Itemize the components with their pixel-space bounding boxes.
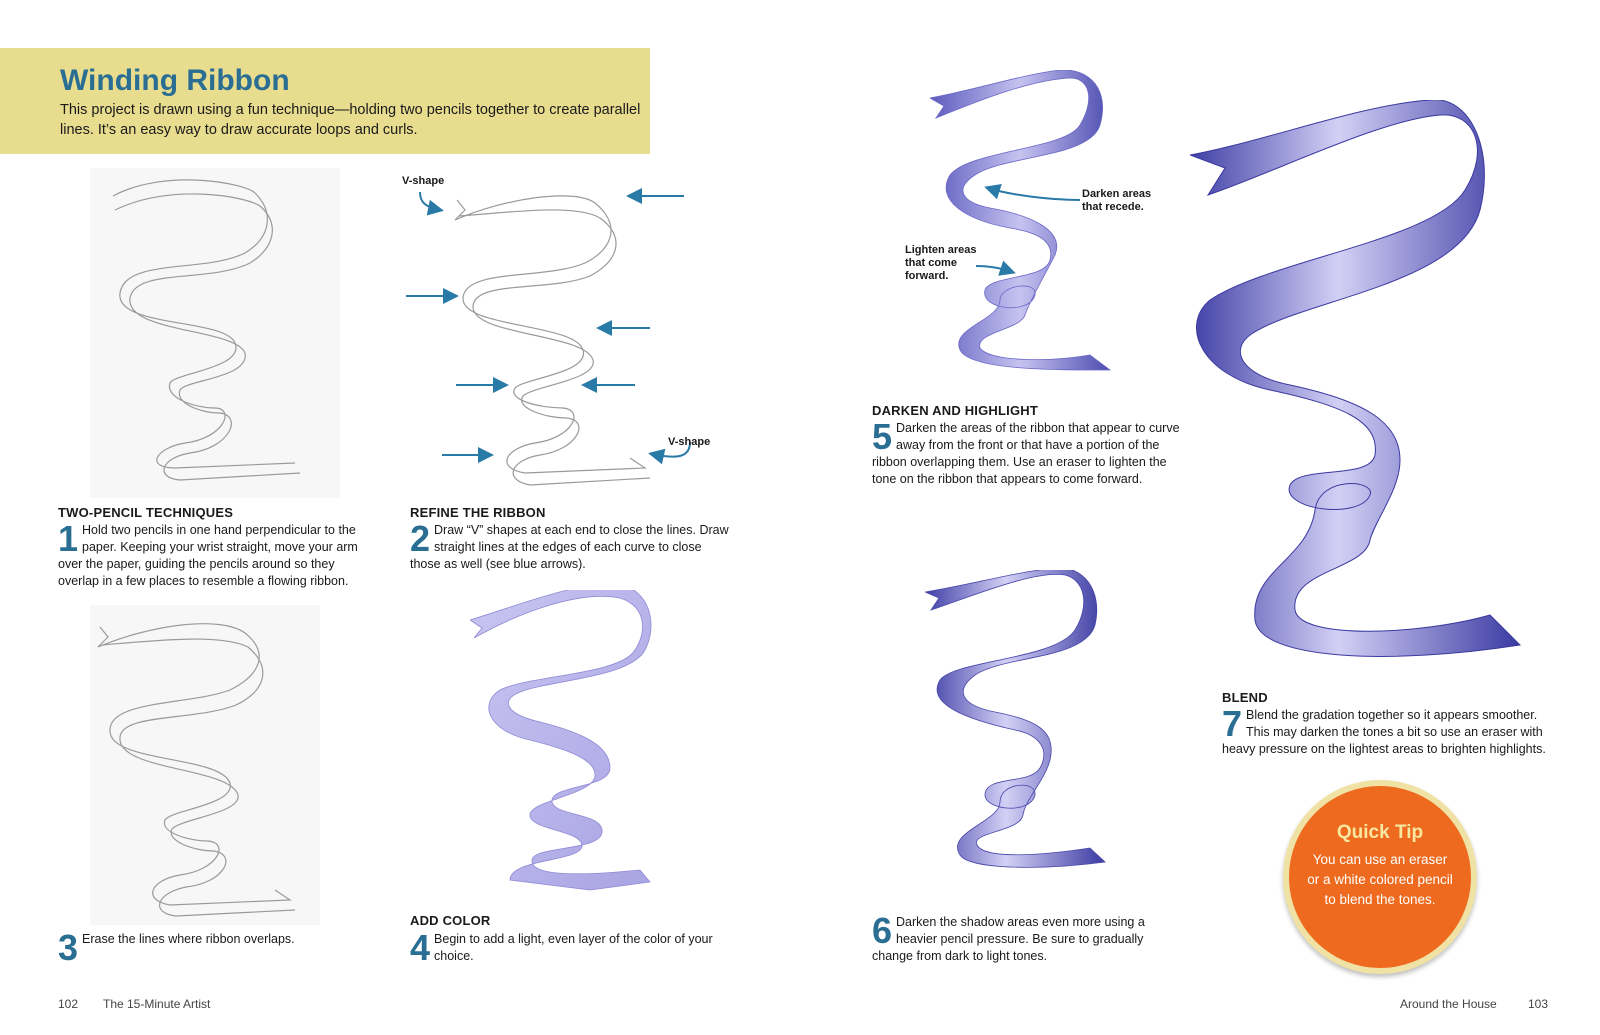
left-running-title: The 15-Minute Artist xyxy=(103,997,211,1011)
lighten-callout: Lighten areas that come forward. xyxy=(905,244,977,282)
quick-tip-badge xyxy=(1283,780,1477,974)
step1-heading: TWO-PENCIL TECHNIQUES xyxy=(58,505,234,520)
darken-arrow-icon xyxy=(988,188,1080,200)
step1-sketch-illustration xyxy=(85,168,345,498)
step7-heading: BLEND xyxy=(1222,690,1268,705)
darken-callout: Darken areas that recede. xyxy=(1082,188,1152,213)
step2-text xyxy=(410,518,730,573)
step3-cleaned-sketch-illustration xyxy=(90,605,320,925)
step4-light-color-ribbon-illustration xyxy=(470,590,670,910)
page-title: Winding Ribbon xyxy=(60,64,290,97)
step1-text xyxy=(58,518,378,590)
v-shape-callout-top: V-shape xyxy=(402,175,445,187)
step3-number: 3 xyxy=(58,927,79,968)
step3-body: Erase the lines where ribbon overlaps. xyxy=(82,932,295,946)
left-page-number: 102 xyxy=(58,997,79,1011)
step7-number: 7 xyxy=(1222,703,1243,744)
step4-text xyxy=(410,927,720,968)
quick-tip-text: You can use an eraser or a white colored pencil to blend the tones. xyxy=(1307,852,1453,907)
step4-number: 4 xyxy=(410,927,431,968)
step6-body: Darken the shadow areas even more using a heavier pencil pressure. Be sure to gradually change from dark to light tones. xyxy=(872,915,1145,963)
step3-text xyxy=(58,927,378,968)
step7-text xyxy=(1222,703,1547,758)
step5-callout-arrows xyxy=(970,180,1090,280)
v-shape-arrow-icon xyxy=(420,192,440,210)
step2-heading: REFINE THE RIBBON xyxy=(410,505,546,520)
step2-arrows xyxy=(400,180,700,480)
step2-number: 2 xyxy=(410,518,431,559)
step2-body: Draw “V” shapes at each end to close the lines. Draw straight lines at the edges of each curve to close those as well (see blue arrows). xyxy=(410,523,729,571)
step6-shaded-ribbon-illustration xyxy=(925,570,1125,890)
step4-heading: ADD COLOR xyxy=(410,913,491,928)
intro-text: This project is drawn using a fun technique—holding two pencils together to create parallel lines. It’s an easy way to draw accurate loops and curls. xyxy=(60,102,641,138)
right-running-title: Around the House xyxy=(1400,997,1497,1011)
step6-number: 6 xyxy=(872,910,893,951)
right-page-number: 103 xyxy=(1528,997,1549,1011)
step1-number: 1 xyxy=(58,518,79,559)
step1-body: Hold two pencils in one hand perpendicular to the paper. Keeping your wrist straight, move your arm over the paper, guiding the pencils around so they overlap in a few places to resemble a flowing ribbon. xyxy=(58,523,358,588)
quick-tip-title: Quick Tip xyxy=(1336,822,1424,843)
step4-body: Begin to add a light, even layer of the color of your choice. xyxy=(434,932,713,963)
step7-blended-ribbon-illustration xyxy=(1190,100,1550,680)
step6-text xyxy=(872,910,1182,965)
step5-heading: DARKEN AND HIGHLIGHT xyxy=(872,403,1039,418)
step5-text xyxy=(872,416,1192,488)
step5-number: 5 xyxy=(872,416,893,457)
step7-body: Blend the gradation together so it appears smoother. This may darken the tones a bit so use an eraser with heavy pressure on the lightest areas to brighten highlights. xyxy=(1222,708,1546,756)
v-shape-callout-bottom: V-shape xyxy=(668,436,711,448)
step5-body: Darken the areas of the ribbon that appear to curve away from the front or that have a portion of the ribbon overlapping them. Use an eraser to lighten the tone on the ribbon that appears to come forward. xyxy=(872,421,1180,486)
